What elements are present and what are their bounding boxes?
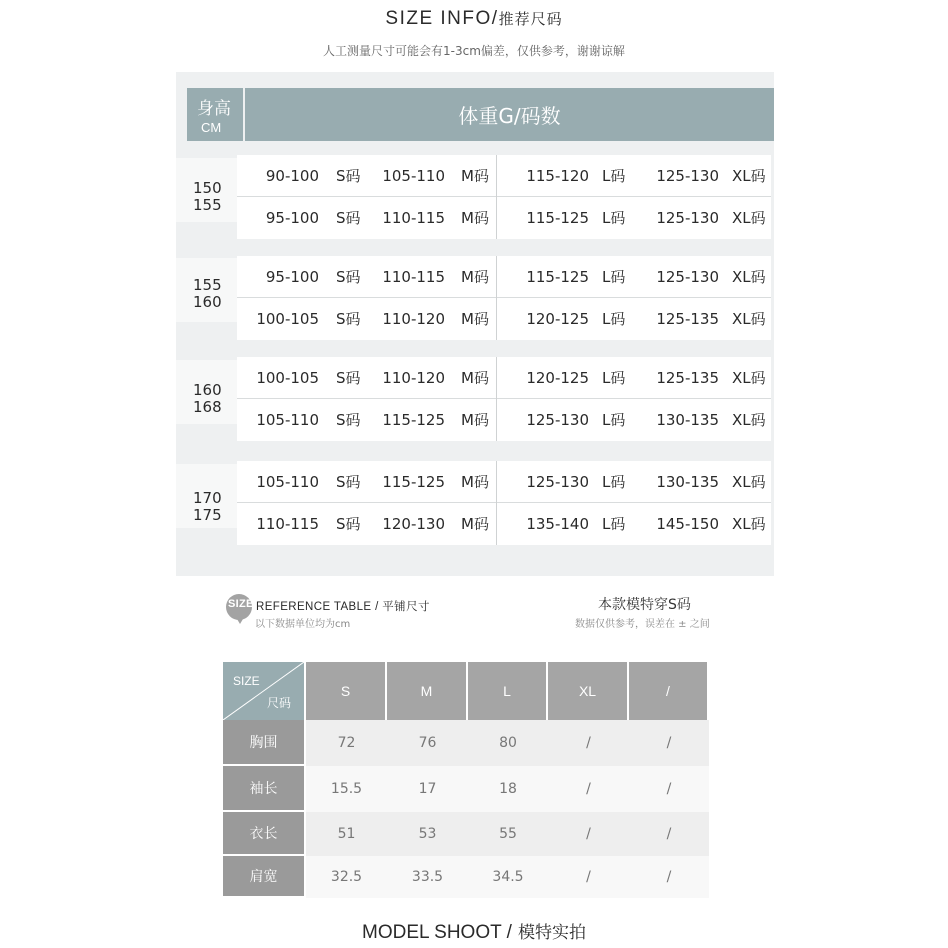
weight-range: 100-105 [256, 369, 319, 387]
weight-range: 110-115 [382, 209, 445, 227]
measurement-value: 32.5 [306, 856, 387, 898]
size-column-header: / [629, 662, 709, 720]
weight-size-group [237, 357, 771, 441]
size-badge-label: SIZE [228, 598, 254, 610]
measurement-table [223, 662, 709, 898]
measurement-value: / [629, 766, 709, 812]
weight-range: 90-100 [265, 167, 319, 185]
size-code: S码 [336, 310, 361, 328]
height-column-header [187, 88, 243, 141]
measurement-value: 34.5 [468, 856, 548, 898]
weight-range: 125-130 [526, 411, 589, 429]
size-code: L码 [602, 515, 626, 533]
size-code: XL码 [732, 369, 766, 387]
weight-range: 115-125 [382, 473, 445, 491]
weight-range: 125-135 [656, 310, 719, 328]
model-size-note: 数据仅供参考，误差在 ± 之间 [575, 619, 710, 630]
measurement-value: 55 [468, 812, 548, 856]
weight-range: 115-120 [526, 167, 589, 185]
measurement-row-label: 袖长 [223, 766, 304, 810]
weight-range: 145-150 [656, 515, 719, 533]
weight-range: 115-125 [526, 209, 589, 227]
weight-range: 125-130 [526, 473, 589, 491]
measurement-row-label: 肩宽 [223, 856, 304, 896]
size-code: XL码 [732, 268, 766, 286]
size-code: M码 [461, 167, 489, 185]
size-code: XL码 [732, 209, 766, 227]
table-row [237, 503, 771, 545]
height-max: 160 [193, 293, 222, 311]
measurement-value: 51 [306, 812, 387, 856]
weight-range: 125-130 [656, 167, 719, 185]
weight-range: 95-100 [265, 209, 319, 227]
corner-code-label: 尺码 [267, 696, 292, 710]
size-code: M码 [461, 369, 489, 387]
height-min: 160 [193, 381, 222, 399]
size-code: S码 [336, 268, 361, 286]
weight-range: 105-110 [256, 473, 319, 491]
weight-range: 120-125 [526, 369, 589, 387]
size-code: XL码 [732, 411, 766, 429]
measurement-value: / [629, 720, 709, 766]
size-column-header: XL [548, 662, 629, 720]
table-row [237, 298, 771, 340]
table-row [237, 256, 771, 298]
height-range-label [193, 180, 233, 214]
size-code: S码 [336, 411, 361, 429]
size-column-header: S [306, 662, 387, 720]
weight-range: 125-130 [656, 268, 719, 286]
size-code: XL码 [732, 473, 766, 491]
size-code: XL码 [732, 167, 766, 185]
measurement-value: 72 [306, 720, 387, 766]
measurement-value: 76 [387, 720, 468, 766]
weight-range: 120-130 [382, 515, 445, 533]
height-max: 175 [193, 506, 222, 524]
weight-size-group [237, 461, 771, 545]
size-code: XL码 [732, 515, 766, 533]
size-code: L码 [602, 268, 626, 286]
measurement-value: / [629, 856, 709, 898]
measurement-row-label: 衣长 [223, 812, 304, 854]
table-row [237, 197, 771, 239]
weight-range: 135-140 [526, 515, 589, 533]
weight-range: 95-100 [265, 268, 319, 286]
weight-range: 120-125 [526, 310, 589, 328]
measurement-row-label: 胸围 [223, 720, 304, 764]
measurement-value: / [548, 856, 629, 898]
reference-unit-note: 以下数据单位均为cm [255, 619, 351, 630]
table-row [237, 357, 771, 399]
weight-range: 110-115 [382, 268, 445, 286]
measurement-value: / [548, 720, 629, 766]
size-code: S码 [336, 473, 361, 491]
weight-range: 115-125 [382, 411, 445, 429]
size-code: L码 [602, 369, 626, 387]
page-title [0, 8, 948, 30]
weight-range: 110-115 [256, 515, 319, 533]
weight-range: 105-110 [382, 167, 445, 185]
height-max: 155 [193, 196, 222, 214]
measurement-value: / [629, 812, 709, 856]
weight-range: 105-110 [256, 411, 319, 429]
height-header-unit: CM [201, 120, 222, 135]
table-row [237, 461, 771, 503]
model-size-line: 本款模特穿S码 [598, 597, 691, 613]
measurement-value: 53 [387, 812, 468, 856]
size-code: L码 [602, 209, 626, 227]
size-code: L码 [602, 167, 626, 185]
size-code: M码 [461, 209, 489, 227]
size-badge-pointer-icon [234, 614, 246, 624]
weight-range: 100-105 [256, 310, 319, 328]
size-column-header: M [387, 662, 468, 720]
weight-range: 130-135 [656, 411, 719, 429]
measurement-value: 15.5 [306, 766, 387, 812]
height-range-label [193, 490, 233, 524]
size-code: M码 [461, 411, 489, 429]
size-code: M码 [461, 268, 489, 286]
measurement-value: / [548, 812, 629, 856]
title-en: SIZE INFO/ [385, 8, 499, 29]
size-column-header: L [468, 662, 548, 720]
weight-range: 115-125 [526, 268, 589, 286]
size-code: M码 [461, 515, 489, 533]
diagonal-divider-icon [223, 662, 304, 720]
weight-range: 125-135 [656, 369, 719, 387]
height-header-label: 身高 [197, 99, 231, 119]
height-min: 170 [193, 489, 222, 507]
height-range-label [193, 277, 233, 311]
size-code: L码 [602, 473, 626, 491]
size-code: S码 [336, 515, 361, 533]
height-min: 150 [193, 179, 222, 197]
height-range-label [193, 382, 233, 416]
footer-title-en: MODEL SHOOT / [362, 922, 512, 943]
weight-range: 125-130 [656, 209, 719, 227]
size-code: M码 [461, 473, 489, 491]
size-code: S码 [336, 369, 361, 387]
measurement-value: 18 [468, 766, 548, 812]
height-min: 155 [193, 276, 222, 294]
weight-range: 110-120 [382, 369, 445, 387]
reference-table-title: REFERENCE TABLE / 平铺尺寸 [256, 601, 430, 613]
weight-size-group [237, 155, 771, 239]
title-zh: 推荐尺码 [498, 10, 563, 28]
table-row [237, 399, 771, 441]
footer-title-zh: 模特实拍 [517, 923, 586, 943]
weight-range: 130-135 [656, 473, 719, 491]
size-code: M码 [461, 310, 489, 328]
page-subtitle: 人工测量尺寸可能会有1-3cm偏差，仅供参考，谢谢谅解 [323, 44, 625, 58]
size-code: S码 [336, 209, 361, 227]
size-code: L码 [602, 411, 626, 429]
size-code: S码 [336, 167, 361, 185]
table-row [237, 155, 771, 197]
measurement-value: / [548, 766, 629, 812]
measurement-value: 33.5 [387, 856, 468, 898]
measurement-value: 80 [468, 720, 548, 766]
size-corner-header [223, 662, 304, 720]
size-code: XL码 [732, 310, 766, 328]
weight-column-header: 体重G/码数 [245, 88, 774, 141]
corner-size-label: SIZE [233, 674, 260, 688]
weight-size-group [237, 256, 771, 340]
size-code: L码 [602, 310, 626, 328]
model-shoot-heading [0, 918, 948, 944]
height-max: 168 [193, 398, 222, 416]
weight-range: 110-120 [382, 310, 445, 328]
measurement-value: 17 [387, 766, 468, 812]
